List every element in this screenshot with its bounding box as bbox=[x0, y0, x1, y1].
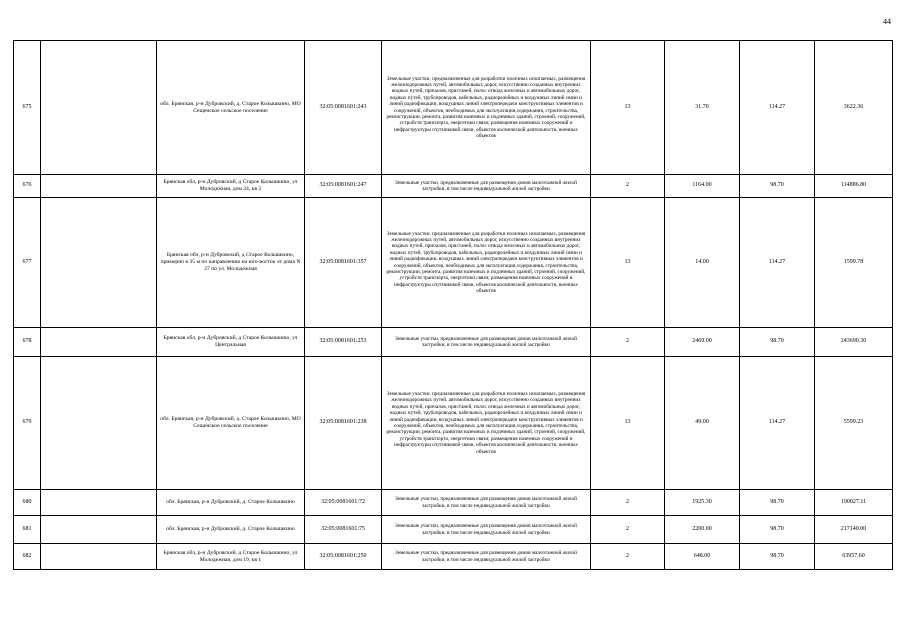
address-cell: обл. Брянская, р-н Дубровский, д. Старое Колышкино bbox=[157, 516, 305, 544]
rate-cell: 98.70 bbox=[740, 175, 815, 198]
category-code-cell: 13 bbox=[591, 357, 665, 490]
cadastral-number-cell: 32:05:0081601:243 bbox=[305, 41, 382, 175]
area-cell: 1925.30 bbox=[665, 490, 740, 516]
row-number: 679 bbox=[14, 357, 41, 490]
cadastral-value-cell: 1599.78 bbox=[815, 198, 893, 328]
rate-cell: 98.70 bbox=[740, 544, 815, 570]
cadastral-value-cell: 114886.80 bbox=[815, 175, 893, 198]
empty-cell bbox=[41, 516, 157, 544]
land-use-description-cell: Земельные участки, предназначенные для размещения домов малоэтажной жилой застройки, в том числе индивидуальной жилой застройки bbox=[382, 544, 591, 570]
row-number: 678 bbox=[14, 328, 41, 357]
row-number: 676 bbox=[14, 175, 41, 198]
land-use-description-cell: Земельные участки, предназначенные для разработки полезных ископаемых, размещения железнодорожных путей, автомобильных дорог, искусственно созданных внутренних водных путей, причалов, пристаней, полос отвода железных и автомобильных дорог, водных путей, трубопроводов, кабельных, радиорелейных и воздушных линий связи и линий радиофикации, воздушных линий электропередачи конструктивных элементов и сооружений, объектов, необходимых для эксплуатации,содержания, строительства, реконструкции, ремонта, развития наземных и подземных зданий, строений, сооружений, устройств транспорта, энергетики связи; размещения наземных сооружений и инфраструктуры спутниковой связи, объектов космической деятельности, военных объектов bbox=[382, 357, 591, 490]
category-code-cell: 13 bbox=[591, 41, 665, 175]
table-row bbox=[14, 516, 893, 544]
cadastral-number-cell: 32:05:0081601:253 bbox=[305, 328, 382, 357]
address-cell: обл. Брянская, р-н Дубровский, д. Старое Колышкино bbox=[157, 490, 305, 516]
table-row bbox=[14, 544, 893, 570]
area-cell: 648.00 bbox=[665, 544, 740, 570]
category-code-cell: 2 bbox=[591, 175, 665, 198]
land-use-description-cell: Земельные участки, предназначенные для размещения домов малоэтажной жилой застройки, в том числе индивидуальной жилой застройки bbox=[382, 175, 591, 198]
area-cell: 2469.00 bbox=[665, 328, 740, 357]
land-use-description-cell: Земельные участки, предназначенные для размещения домов малоэтажной жилой застройки, в том числе индивидуальной жилой застройки bbox=[382, 328, 591, 357]
area-cell: 31.70 bbox=[665, 41, 740, 175]
cadastral-number-cell: 32:05:0081601:75 bbox=[305, 516, 382, 544]
land-use-description-cell: Земельные участки, предназначенные для разработки полезных ископаемых, размещения железнодорожных путей, автомобильных дорог, искусственно созданных внутренних водных путей, причалов, пристаней, полос отвода железных и автомобильных дорог, водных путей, трубопроводов, кабельных, радиорелейных и воздушных линий связи и линий радиофикации, воздушных линий электропередачи конструктивных элементов и сооружений, объектов, необходимых для эксплуатации,содержания, строительства, реконструкции, ремонта, развития наземных и подземных зданий, строений, сооружений, устройств транспорта, энергетики связи; размещения наземных сооружений и инфраструктуры спутниковой связи, объектов космической деятельности, военных объектов bbox=[382, 198, 591, 328]
category-code-cell: 2 bbox=[591, 328, 665, 357]
rate-cell: 98.70 bbox=[740, 490, 815, 516]
cadastral-number-cell: 32:05:0081601:250 bbox=[305, 544, 382, 570]
row-number: 680 bbox=[14, 490, 41, 516]
category-code-cell: 2 bbox=[591, 490, 665, 516]
cadastral-value-cell: 217140.00 bbox=[815, 516, 893, 544]
area-cell: 2200.00 bbox=[665, 516, 740, 544]
empty-cell bbox=[41, 175, 157, 198]
empty-cell bbox=[41, 357, 157, 490]
empty-cell bbox=[41, 544, 157, 570]
cadastral-value-cell: 3622.36 bbox=[815, 41, 893, 175]
land-use-description-cell: Земельные участки, предназначенные для размещения домов малоэтажной жилой застройки, в том числе индивидуальной жилой застройки bbox=[382, 490, 591, 516]
land-plots-table bbox=[13, 40, 893, 570]
cadastral-value-cell: 243690.30 bbox=[815, 328, 893, 357]
row-number: 682 bbox=[14, 544, 41, 570]
empty-cell bbox=[41, 41, 157, 175]
cadastral-value-cell: 63957.60 bbox=[815, 544, 893, 570]
rate-cell: 114.27 bbox=[740, 357, 815, 490]
rate-cell: 98.70 bbox=[740, 328, 815, 357]
category-code-cell: 13 bbox=[591, 198, 665, 328]
land-use-description-cell: Земельные участки, предназначенные для размещения домов малоэтажной жилой застройки, в том числе индивидуальной жилой застройки bbox=[382, 516, 591, 544]
empty-cell bbox=[41, 198, 157, 328]
empty-cell bbox=[41, 490, 157, 516]
address-cell: Брянская обл, р-н Дубровский, д Старое Колышкино, ул Молодежная, дом 19, кв 1 bbox=[157, 544, 305, 570]
table-row bbox=[14, 490, 893, 516]
empty-cell bbox=[41, 328, 157, 357]
area-cell: 49.00 bbox=[665, 357, 740, 490]
rate-cell: 98.70 bbox=[740, 516, 815, 544]
page-number: 44 bbox=[883, 17, 891, 26]
table-row bbox=[14, 41, 893, 175]
area-cell: 14.00 bbox=[665, 198, 740, 328]
table-row bbox=[14, 175, 893, 198]
category-code-cell: 2 bbox=[591, 516, 665, 544]
address-cell: обл. Брянская, р-н Дубровский, д. Старое Колышкино, МО Сещенское сельское поселение bbox=[157, 41, 305, 175]
row-number: 681 bbox=[14, 516, 41, 544]
address-cell: Брянская обл, р-н Дубровский, д Старое Колышкино, ул Молодежная, дом 24, кв 2 bbox=[157, 175, 305, 198]
cadastral-value-cell: 190027.11 bbox=[815, 490, 893, 516]
rate-cell: 114.27 bbox=[740, 198, 815, 328]
table-row bbox=[14, 357, 893, 490]
table-row bbox=[14, 198, 893, 328]
table-row bbox=[14, 328, 893, 357]
row-number: 677 bbox=[14, 198, 41, 328]
cadastral-number-cell: 32:05:0081601:72 bbox=[305, 490, 382, 516]
rate-cell: 114.27 bbox=[740, 41, 815, 175]
address-cell: Брянская обл, р-н Дубровский, д Старое Колышкино, ул Центральная bbox=[157, 328, 305, 357]
cadastral-value-cell: 5599.23 bbox=[815, 357, 893, 490]
cadastral-number-cell: 32:05:0081601:238 bbox=[305, 357, 382, 490]
row-number: 675 bbox=[14, 41, 41, 175]
address-cell: Брянская обл, р-н Дубровский, д Старое Колышкино, примерно в 35 м по направлению на юго-восток от дома N 27 по ул. Молодежная bbox=[157, 198, 305, 328]
cadastral-number-cell: 32:05:0081601:357 bbox=[305, 198, 382, 328]
cadastral-number-cell: 32:05:0081601:247 bbox=[305, 175, 382, 198]
land-use-description-cell: Земельные участки, предназначенные для разработки полезных ископаемых, размещения железнодорожных путей, автомобильных дорог, искусственно созданных внутренних водных путей, причалов, пристаней, полос отвода железных и автомобильных дорог, водных путей, трубопроводов, кабельных, радиорелейных и воздушных линий связи и линий радиофикации, воздушных линий электропередачи конструктивных элементов и сооружений, объектов, необходимых для эксплуатации,содержания, строительства, реконструкции, ремонта, развития наземных и подземных зданий, строений, сооружений, устройств транспорта, энергетики связи; размещения наземных сооружений и инфраструктуры спутниковой связи, объектов космической деятельности, военных объектов bbox=[382, 41, 591, 175]
area-cell: 1164.00 bbox=[665, 175, 740, 198]
category-code-cell: 2 bbox=[591, 544, 665, 570]
address-cell: обл. Брянская, р-н Дубровский, д. Старое Колышкино, МО Сещенское сельское поселение bbox=[157, 357, 305, 490]
